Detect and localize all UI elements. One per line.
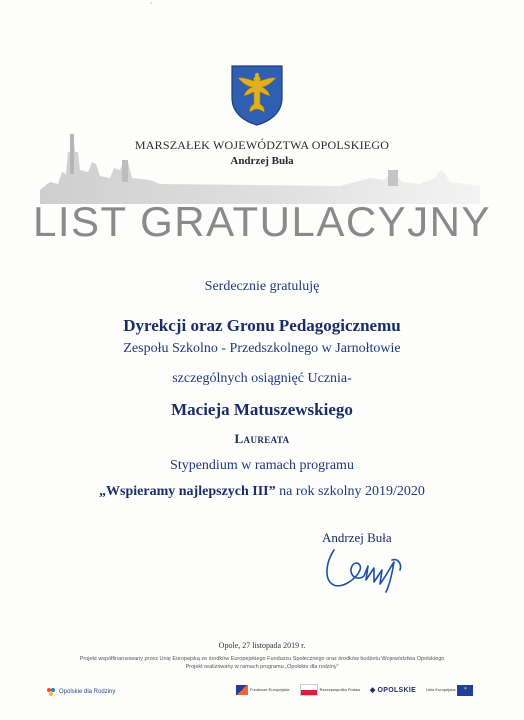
eu-flag-icon: ✶	[457, 685, 473, 696]
rzeczpospolita-logo	[300, 684, 360, 696]
program-name: „Wspieramy najlepszych III”	[99, 484, 276, 499]
student-name: Macieja Matuszewskiego	[171, 400, 353, 419]
school-name: Zespołu Szkolno - Przedszkolnego w Jarnołtowie	[123, 341, 401, 356]
funding-note-2: Projekt realizowany w ramach programu „Opolskie dla rodziny”	[185, 664, 339, 670]
opolskie-logo	[370, 686, 416, 694]
fe-logo-label: Fundusze Europejskie	[250, 686, 290, 692]
opolskie-dla-rodziny-logo	[46, 687, 115, 697]
greeting-text: Serdecznie gratuluję	[204, 279, 320, 294]
laureate-label: Laureata	[234, 431, 290, 446]
handwritten-signature-icon	[316, 540, 416, 596]
stipend-line: Stypendium w ramach programu	[170, 458, 354, 473]
eu-logo-label: Unia Europejska	[426, 686, 456, 692]
signer-name: Andrzej Buła	[322, 530, 392, 545]
funding-note-1: Projekt współfinansowany przez Unię Europejską ze środków Europejskiego Funduszu Społecznego oraz środków budżetu Województwa Opolskiego	[79, 656, 445, 662]
opole-eagle-crest-icon	[230, 64, 284, 126]
polish-flag-icon	[300, 684, 318, 696]
fundusze-europejskie-logo	[236, 685, 290, 695]
family-logo-icon	[46, 687, 56, 697]
office-title: MARSZAŁEK WOJEWÓDZTWA OPOLSKIEGO	[134, 138, 390, 152]
logo-left-label: Opolskie dla Rodziny	[59, 689, 116, 695]
eu-logo	[426, 685, 473, 696]
funding-logos	[236, 684, 473, 696]
opolskie-mark-icon: ◆	[369, 687, 376, 694]
program-line	[0, 484, 524, 500]
recipient-heading: Dyrekcji oraz Gronu Pedagogicznemu	[123, 316, 401, 335]
program-year: na rok szkolny 2019/2020	[279, 484, 425, 499]
document-title: LIST GRATULACYJNY	[32, 198, 492, 245]
rp-logo-label: Rzeczpospolita Polska	[319, 686, 360, 692]
official-name: Andrzej Buła	[230, 155, 294, 167]
achievements-line: szczególnych osiągnięć Ucznia-	[172, 371, 352, 386]
scan-mark: ˇ	[150, 3, 152, 9]
fe-logo-icon	[236, 685, 248, 695]
place-date: Opole, 27 listopada 2019 r.	[218, 641, 306, 650]
opolskie-logo-label: OPOLSKIE	[377, 686, 417, 694]
